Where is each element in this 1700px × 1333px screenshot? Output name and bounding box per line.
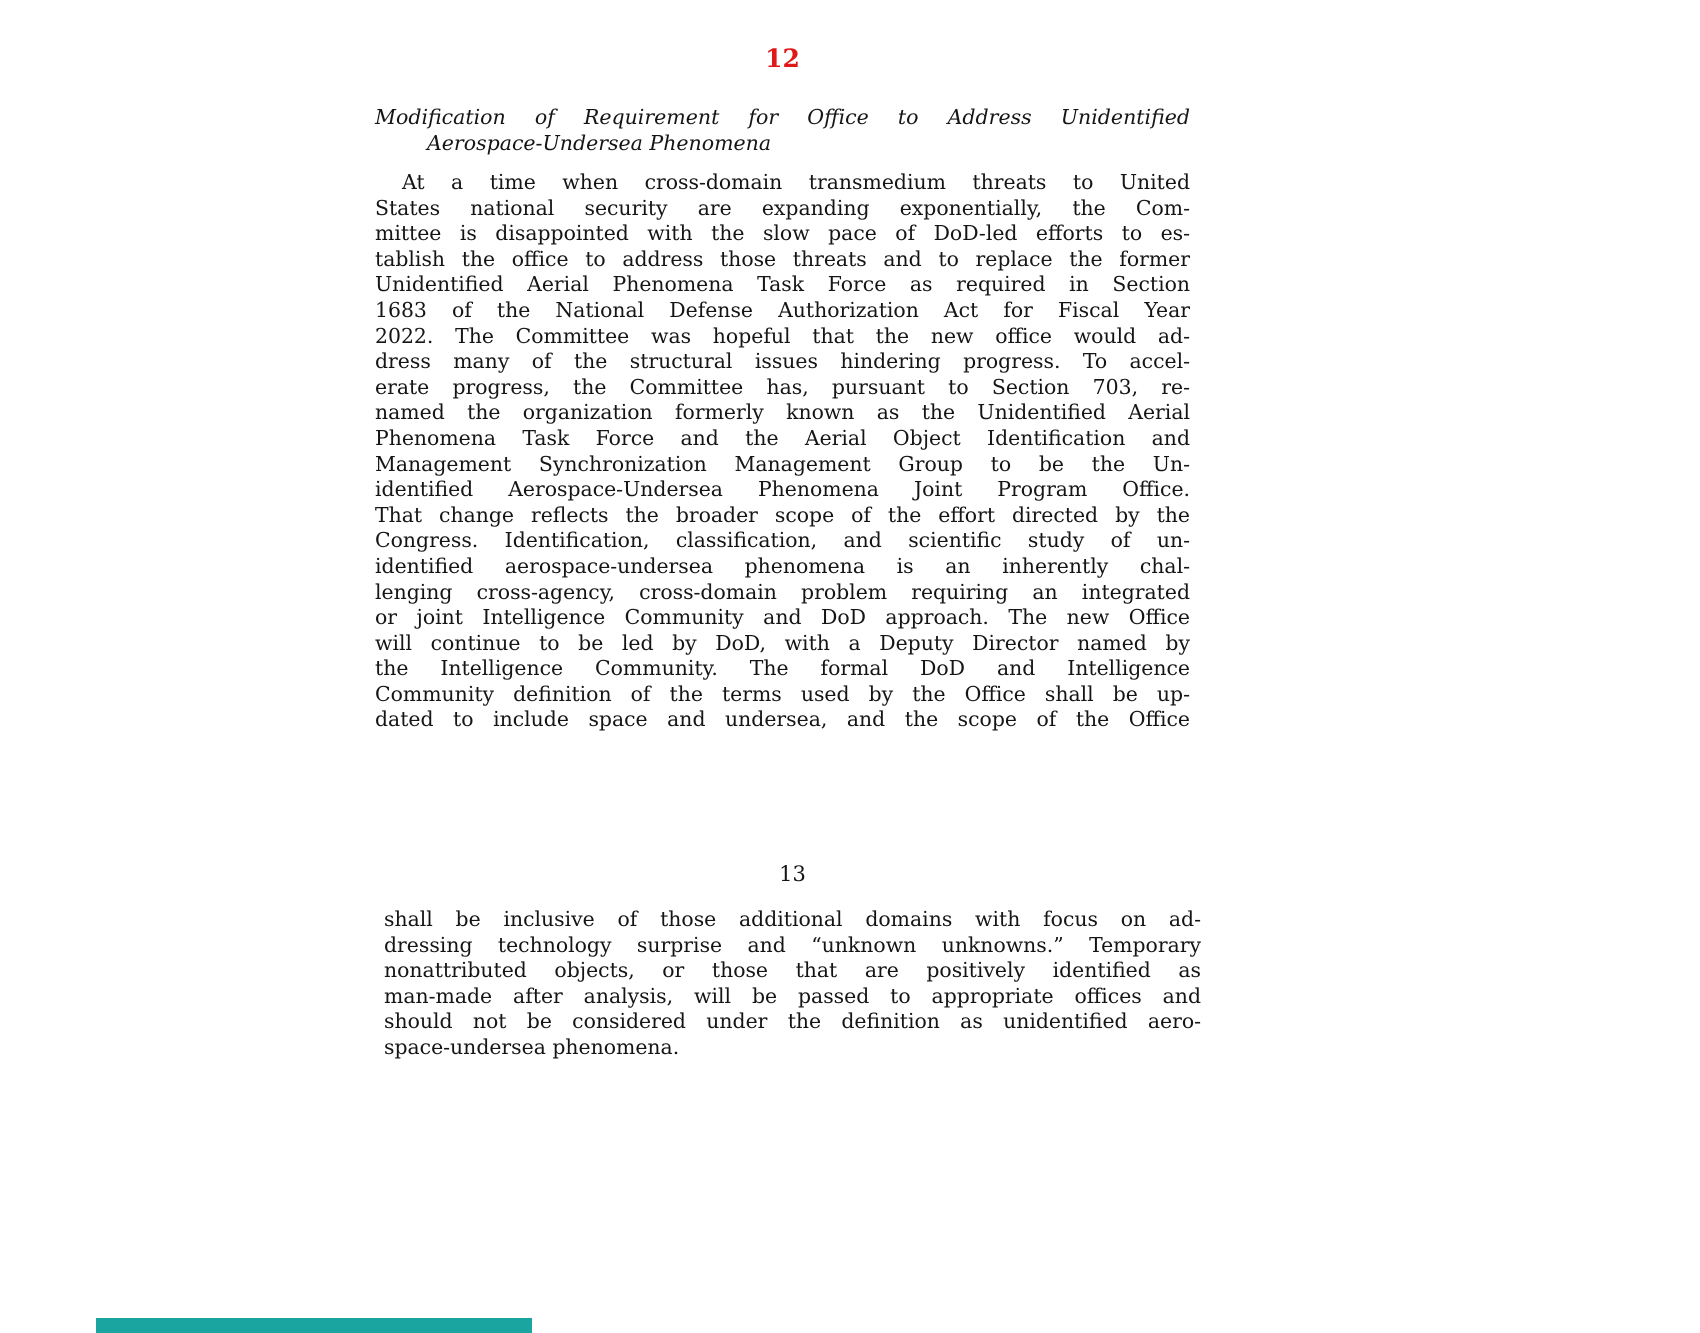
text-line: Congress. Identification, classification, and scientific study of un- [375,528,1190,553]
text-line: mittee is disappointed with the slow pace of DoD-led efforts to es- [375,221,1190,246]
text-line: dressing technology surprise and “unknown unknowns.” Temporary [384,932,1201,957]
text-line: tablish the office to address those threats and to replace the former [375,246,1190,271]
text-line: named the organization formerly known as the Unidentified Aerial [375,400,1190,425]
text-line: States national security are expanding exponentially, the Com- [375,195,1190,220]
page-12-column [375,46,1190,733]
section-heading-line-1: Modification of Requirement for Office to Address Unidentified [375,105,1190,129]
text-line: space-undersea phenomena. [384,1035,680,1060]
page-number-13: 13 [779,862,806,887]
text-line: identified Aerospace-Undersea Phenomena Joint Program Office. [375,477,1190,502]
text-line: nonattributed objects, or those that are positively identified as [384,958,1201,983]
text-line: dress many of the structural issues hindering progress. To accel- [375,349,1190,374]
text-line: the Intelligence Community. The formal DoD and Intelligence [375,656,1190,681]
section-heading [375,104,1190,156]
document-page [0,46,1700,1061]
page-13-column [384,861,1201,1061]
text-line: At a time when cross-domain transmedium threats to United [402,170,1190,194]
text-line: identified aerospace-undersea phenomena is an inherently chal- [375,553,1190,578]
text-line: should not be considered under the definition as unidentified aero- [384,1009,1201,1034]
text-line: man-made after analysis, will be passed to appropriate offices and [384,983,1201,1008]
text-line: Phenomena Task Force and the Aerial Object Identification and [375,425,1190,450]
paragraph-page-12 [375,170,1190,733]
text-line: Community definition of the terms used by the Office shall be up- [375,681,1190,706]
text-line: Unidentified Aerial Phenomena Task Force as required in Section [375,272,1190,297]
text-line: That change reflects the broader scope of the effort directed by the [375,502,1190,527]
text-line: 1683 of the National Defense Authorization Act for Fiscal Year [375,297,1190,322]
section-heading-line-2: Aerospace-Undersea Phenomena [427,131,772,155]
text-line: or joint Intelligence Community and DoD approach. The new Office [375,605,1190,630]
text-line: will continue to be led by DoD, with a Deputy Director named by [375,630,1190,655]
text-line: Management Synchronization Management Group to be the Un- [375,451,1190,476]
text-line: dated to include space and undersea, and the scope of the Office [375,707,1190,732]
footer-accent-bar [96,1318,532,1333]
text-line: lenging cross-agency, cross-domain problem requiring an integrated [375,579,1190,604]
text-line: 2022. The Committee was hopeful that the new office would ad- [375,323,1190,348]
page-number-12: 12 [765,44,800,73]
text-line: shall be inclusive of those additional domains with focus on ad- [384,907,1201,932]
paragraph-page-13 [384,907,1201,1061]
text-line: erate progress, the Committee has, pursuant to Section 703, re- [375,374,1190,399]
